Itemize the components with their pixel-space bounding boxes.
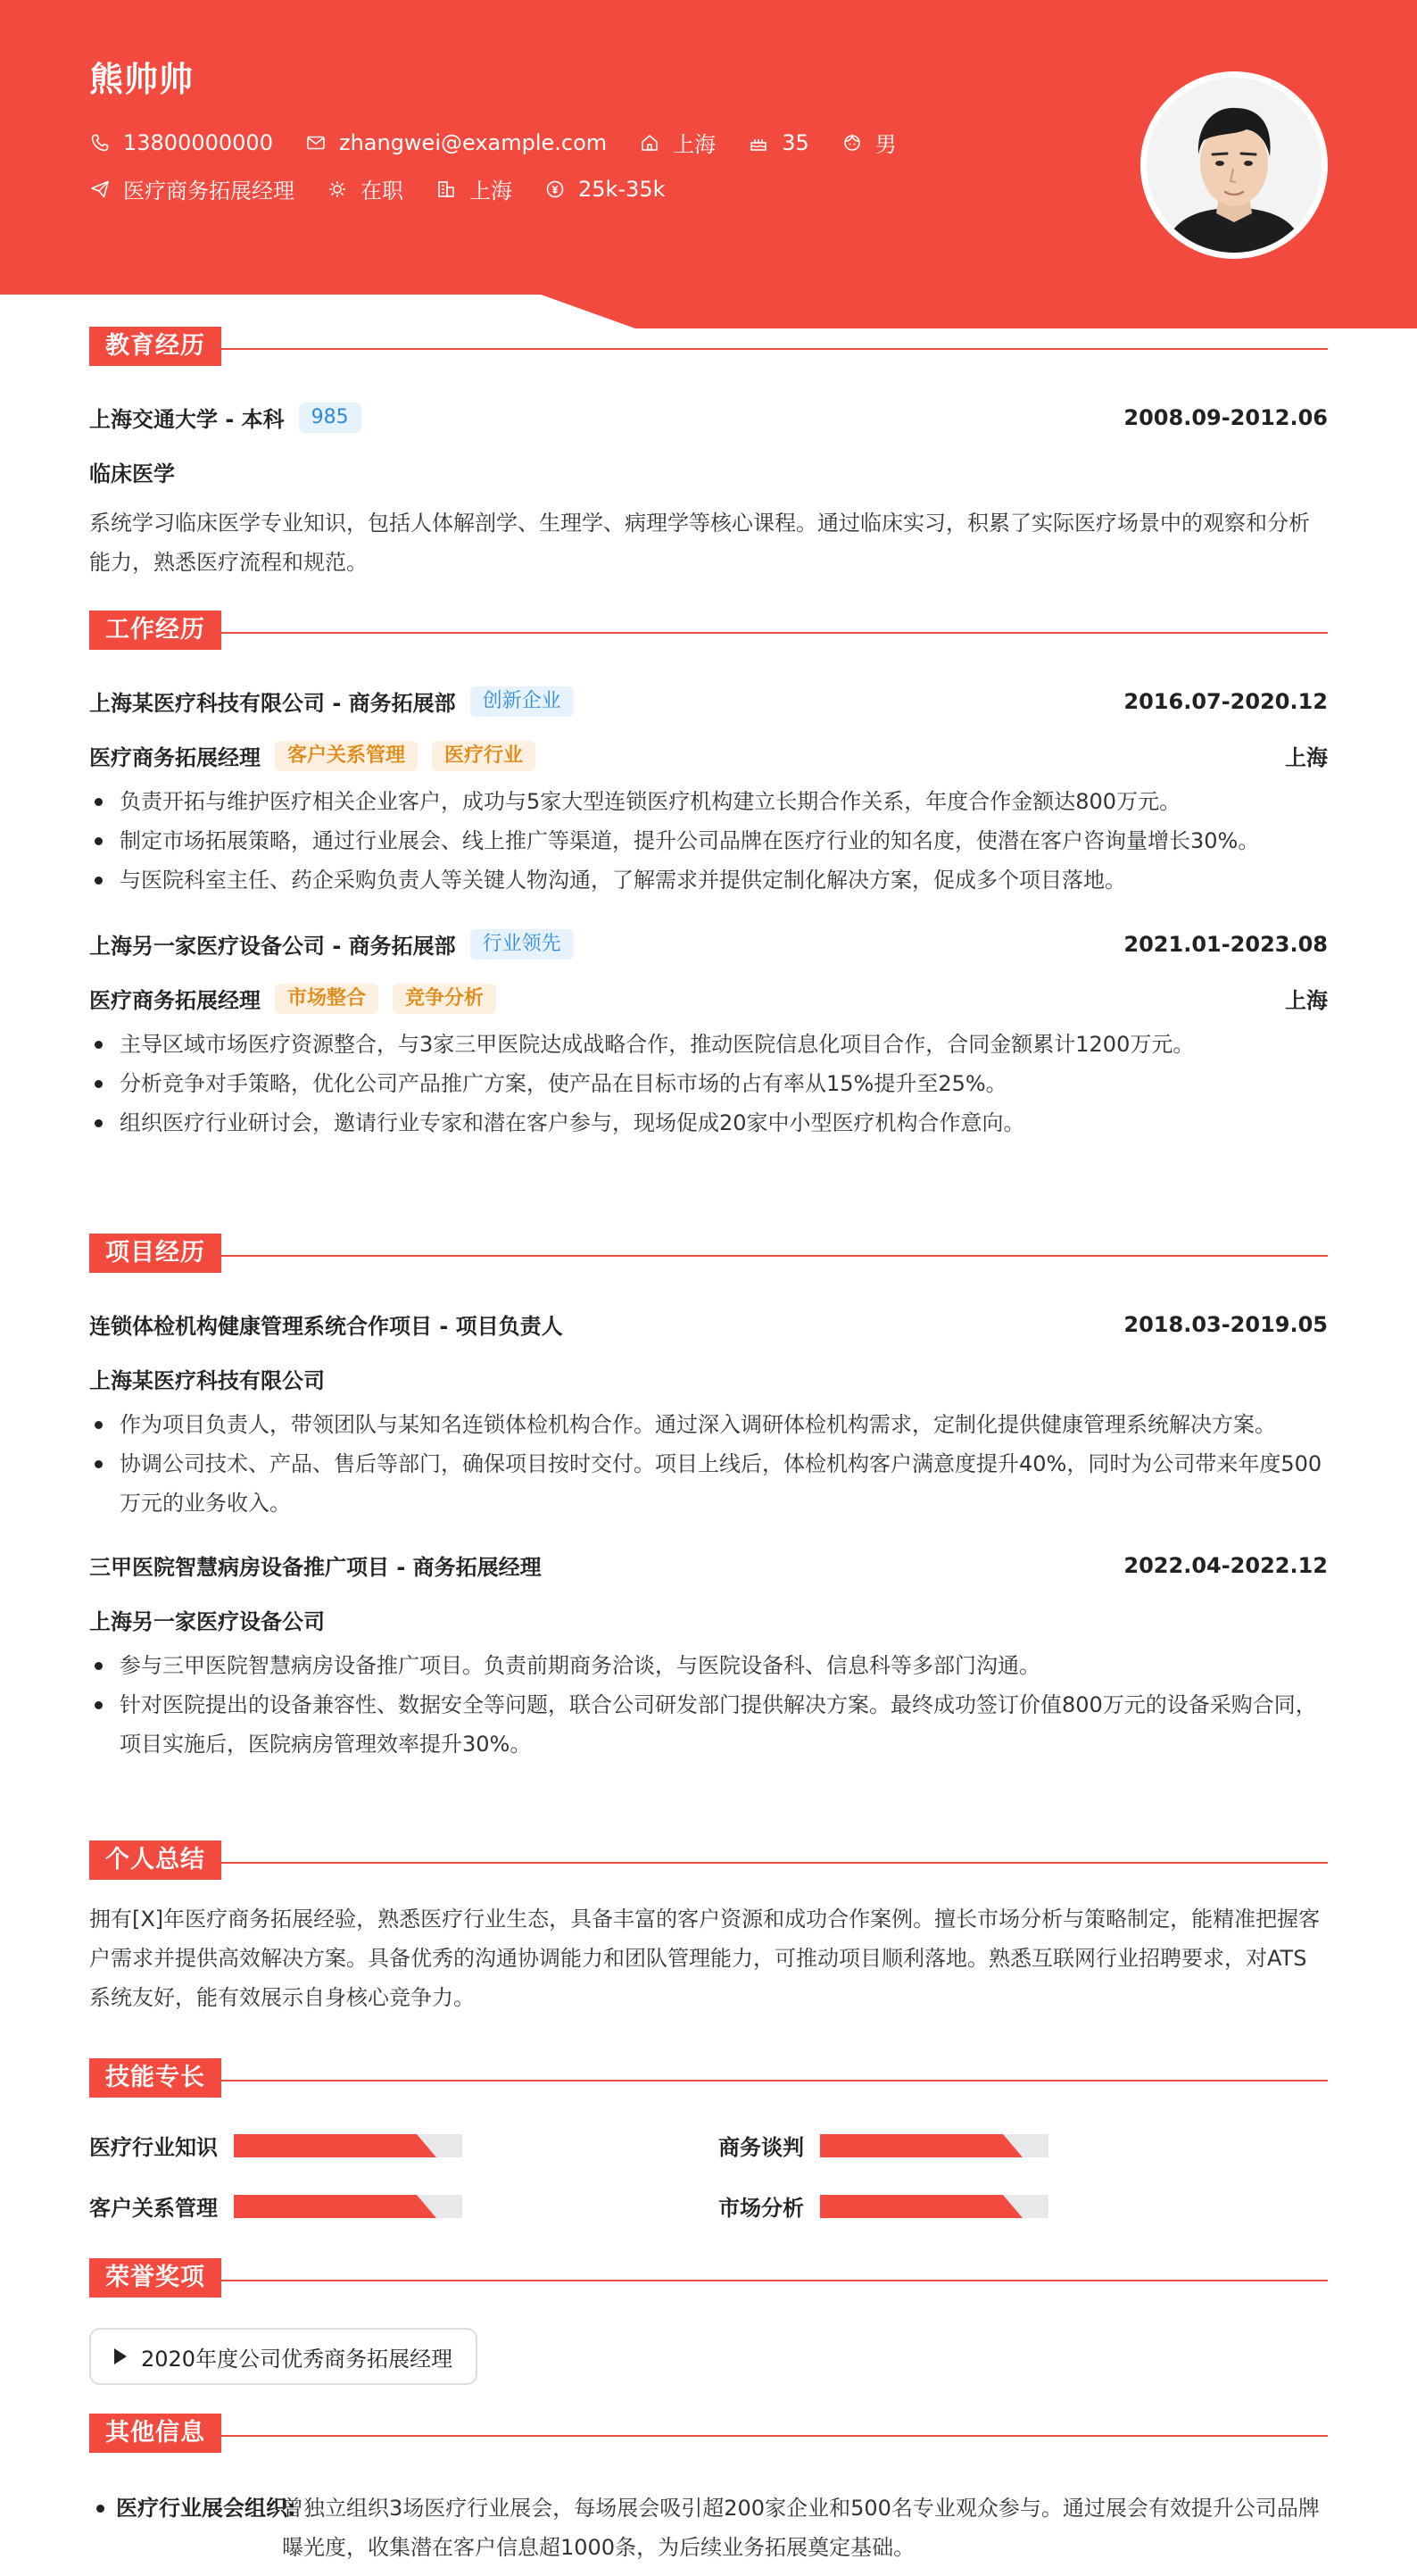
position-info [89,173,294,204]
summary-section [89,1841,1328,2017]
avatar-photo [1147,78,1322,253]
phone-info [89,130,273,155]
work-date: 2016.07-2020.12 [1123,688,1328,714]
education-date: 2008.09-2012.06 [1123,404,1328,430]
section-header [89,327,1328,366]
section-divider [89,2435,1328,2437]
company-name: 上海另一家医疗设备公司 - 商务拓展部 [89,934,456,959]
project-title: 三甲医院智慧病房设备推广项目 - 商务拓展经理 [89,1555,542,1580]
email-text: zhangwei@example.com [338,129,608,155]
section-title: 其他信息 [89,2414,221,2453]
summary-text: 拥有[X]年医疗商务拓展经验，熟悉医疗行业生态，具备丰富的客户资源和成功合作案例。擅长市场分析与策略制定，能精准把握客户需求并提供高效解决方案。具备优秀的沟通协调能力和团队管理能力，可推动项目顺利落地。熟悉互联网行业招聘要求，对ATS系统友好，能有效展示自身核心竞争力。 [89,1907,1321,2010]
project-entry [89,1550,1328,1764]
section-title: 技能专长 [89,2058,221,2098]
section-header [89,2414,1328,2453]
school-name: 上海交通大学 - 本科 [89,407,285,432]
position-title [89,983,496,1014]
list-item: 主导区域市场医疗资源整合，与3家三甲医院达成战略合作，推动医院信息化项目合作，合同金额累计1200万元。 [89,1025,1328,1064]
project-title-row [89,1309,1328,1340]
list-item: 与医院科室主任、药企采购负责人等关键人物沟通，了解需求并提供定制化解决方案，促成多个项目落地。 [89,860,1328,900]
work-position-row [89,983,1328,1014]
section-divider [89,2280,1328,2281]
play-triangle-icon [114,2348,127,2364]
age-text: 35 [782,129,809,155]
skill-name: 客户关系管理 [89,2196,218,2221]
skill-item [718,2190,1048,2222]
position-name: 医疗商务拓展经理 [89,745,261,770]
skill-level-bar [234,2195,462,2218]
bullet-dot [96,2505,104,2513]
target-city-info [435,173,512,204]
project-date: 2022.04-2022.12 [1123,1552,1328,1578]
send-icon [89,179,111,200]
project-title-row [89,1550,1328,1581]
phone-text: 13800000000 [123,129,273,155]
skill-bar-fill [820,2195,1023,2218]
section-header [89,2058,1328,2098]
skills-section [89,2058,1328,2237]
position-text: 医疗商务拓展经理 [123,179,294,204]
project-org: 上海另一家医疗设备公司 [89,1609,325,1634]
work-section [89,611,1328,1143]
major: 临床医学 [89,461,175,486]
awards-section [89,2258,1328,2392]
award-text: 2020年度公司优秀商务拓展经理 [141,2346,453,2372]
work-company-row [89,686,1328,717]
section-divider [89,2080,1328,2082]
location-text: 上海 [673,132,717,157]
position-name: 医疗商务拓展经理 [89,988,261,1013]
section-divider [89,632,1328,634]
section-title: 工作经历 [89,611,221,650]
work-entry [89,928,1328,1143]
section-divider [89,348,1328,350]
building-icon [435,179,457,200]
skill-item [89,2130,462,2161]
skill-tag: 市场整合 [275,984,378,1014]
skill-bar-fill [234,2195,436,2218]
company-badge: 创新企业 [470,686,574,717]
project-bullets [89,1405,1328,1523]
gender-info [841,127,897,158]
list-item: 制定市场拓展策略，通过行业展会、线上推广等渠道，提升公司品牌在医疗行业的知名度，使潜在客户咨询量增长30%。 [89,821,1328,860]
project-org: 上海某医疗科技有限公司 [89,1368,325,1393]
skill-tag: 客户关系管理 [275,741,418,771]
project-date: 2018.03-2019.05 [1123,1311,1328,1337]
education-description: 系统学习临床医学专业知识，包括人体解剖学、生理学、病理学等核心课程。通过临床实习，积累了实际医疗场景中的观察和分析能力，熟悉医疗流程和规范。 [89,511,1310,575]
section-divider [89,1255,1328,1257]
list-item: 负责开拓与维护医疗相关企业客户，成功与5家大型连锁医疗机构建立长期合作关系，年度合作金额达800万元。 [89,782,1328,821]
skill-tag: 医疗行业 [432,741,535,771]
skill-item [89,2190,462,2222]
skill-name: 商务谈判 [718,2135,804,2160]
school-title [89,402,361,433]
section-header [89,611,1328,650]
status-info [327,173,403,204]
award-item[interactable] [89,2328,477,2385]
salary-text: 25k-35k [578,176,666,202]
company-title [89,686,574,717]
gender-text: 男 [874,132,897,157]
work-company-row [89,928,1328,960]
work-position-row [89,740,1328,771]
section-title: 项目经历 [89,1234,221,1273]
work-city: 上海 [1285,988,1328,1013]
salary-info [544,177,666,202]
list-item: 组织医疗行业研讨会，邀请行业专家和潜在客户参与，现场促成20家中小型医疗机构合作意向。 [89,1103,1328,1143]
job-intent-row [89,173,698,204]
skill-item [718,2130,1048,2161]
age-info [748,130,809,155]
mail-icon [305,132,327,154]
resume-header [0,0,1417,328]
avatar [1140,71,1328,259]
section-divider [89,1862,1328,1864]
school-badge: 985 [299,403,361,433]
skill-name: 医疗行业知识 [89,2135,218,2160]
section-title: 教育经历 [89,327,221,366]
skill-name: 市场分析 [718,2196,804,2221]
skill-level-bar [820,2195,1048,2218]
projects-section [89,1234,1328,1764]
skill-level-bar [820,2134,1048,2157]
contact-row [89,127,929,158]
list-item: 分析竞争对手策略，优化公司产品推广方案，使产品在目标市场的占有率从15%提升至25%。 [89,1064,1328,1103]
section-title: 个人总结 [89,1841,221,1880]
age-icon [748,132,769,154]
work-date: 2021.01-2023.08 [1123,931,1328,957]
skill-bar-fill [820,2134,1023,2157]
list-item: 作为项目负责人，带领团队与某知名连锁体检机构合作。通过深入调研体检机构需求，定制化提供健康管理系统解决方案。 [89,1405,1328,1444]
money-icon [544,179,566,200]
other-label: 医疗行业展会组织: [116,2496,296,2521]
work-city: 上海 [1285,745,1328,770]
skill-tag: 竞争分析 [393,984,496,1014]
other-section [89,2414,1328,2576]
list-item: 参与三甲医院智慧病房设备推广项目。负责前期商务洽谈，与医院设备科、信息科等多部门沟通。 [89,1646,1328,1685]
candidate-name: 熊帅帅 [89,60,195,99]
section-header [89,1841,1328,1880]
company-title [89,928,574,960]
section-title: 荣誉奖项 [89,2258,221,2298]
phone-icon [89,132,111,154]
position-title [89,740,535,771]
section-header [89,2258,1328,2298]
list-item: 针对医院提出的设备兼容性、数据安全等问题，联合公司研发部门提供解决方案。最终成功签订价值800万元的设备采购合同，项目实施后，医院病房管理效率提升30%。 [89,1685,1328,1764]
email-info [305,130,607,155]
company-badge: 行业领先 [470,929,574,960]
skill-level-bar [234,2134,462,2157]
project-bullets [89,1646,1328,1764]
education-row [89,402,1328,433]
skill-bar-fill [234,2134,436,2157]
section-header [89,1234,1328,1273]
location-info [639,127,716,158]
work-bullets [89,1025,1328,1143]
status-text: 在职 [360,179,403,204]
home-icon [639,132,660,154]
education-section [89,327,1328,582]
project-entry [89,1309,1328,1523]
target-city-text: 上海 [469,179,512,204]
list-item: 协调公司技术、产品、售后等部门，确保项目按时交付。项目上线后，体检机构客户满意度提升40%，同时为公司带来年度500万元的业务收入。 [89,1444,1328,1523]
work-entry [89,686,1328,900]
gender-icon [841,132,863,154]
status-icon [327,179,348,200]
work-bullets [89,782,1328,900]
project-title: 连锁体检机构健康管理系统合作项目 - 项目负责人 [89,1314,563,1339]
other-item [89,2489,1328,2567]
other-text: 曾独立组织3场医疗行业展会，每场展会吸引超200家企业和500名专业观众参与。通过展会有效提升公司品牌曝光度，收集潜在客户信息超1000条，为后续业务拓展奠定基础。 [282,2496,1320,2560]
company-name: 上海某医疗科技有限公司 - 商务拓展部 [89,691,456,716]
